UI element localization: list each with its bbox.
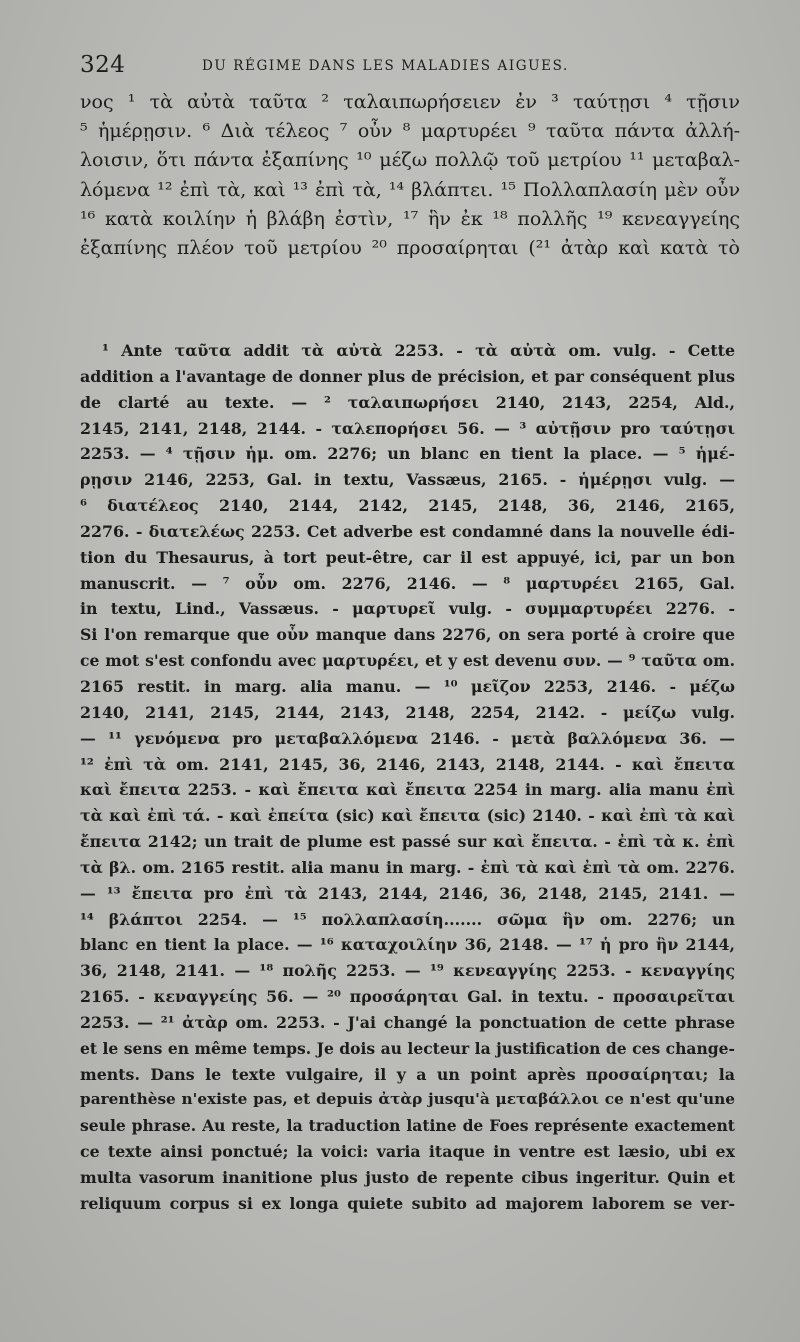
footnote-line: tion du Thesaurus, à tort peut-être, car il est appuyé, ici, par un bon [80,547,735,567]
footnote-line: reliquum corpus si ex longa quiete subito ad majorem laborem se ver- [80,1193,735,1213]
text-line: ἐξαπίνης πλέον τοῦ μετρίου ²⁰ προσαίρηται (²¹ ἀτὰρ καὶ κατὰ τὸ [80,236,740,259]
footnote-line: ρῃσιν 2146, 2253, Gal. in textu, Vassæus, 2165. - ἡμέρῃσι vulg. — [80,470,735,490]
footnotes [80,338,735,1217]
footnote-line: τὰ βλ. om. 2165 restit. alia manu in marg. - ἐπὶ τὰ καὶ ἐπὶ τὰ om. 2276. [80,857,735,877]
footnote-line: multa vasorum inanitione plus justo de repente cibus ingeritur. Quin et [80,1168,735,1187]
footnote-line: parenthèse n'existe pas, et depuis ἀτὰρ jusqu'à μεταβάλλοι ce n'est qu'une [80,1090,735,1109]
footnote-line: ce texte ainsi ponctué; la voici: varia itaque in ventre est læsio, ubi ex [80,1142,735,1162]
page-number: 324 [80,52,126,78]
text-line: λόμενα ¹² ἐπὶ τὰ, καὶ ¹³ ἐπὶ τὰ, ¹⁴ βλάπτει. ¹⁵ Πολλαπλασίη μὲν οὖν [80,178,740,201]
footnote-line: 36, 2148, 2141. — ¹⁸ πολῆς 2253. — ¹⁹ κενεαγγίης 2253. - κεναγγίης [80,961,735,981]
footnote-line: ⁶ διατέλεος 2140, 2144, 2142, 2145, 2148, 36, 2146, 2165, [80,496,735,516]
footnote-line: 2276. - διατελέως 2253. Cet adverbe est condamné dans la nouvelle édi- [80,521,735,541]
footnote-line: Si l'on remarque que οὖν manque dans 2276, on sera porté à croire que [80,625,735,645]
footnote-line: καὶ ἔπειτα 2253. - καὶ ἔπειτα καὶ ἔπειτα 2254 in marg. alia manu ἐπὶ [80,780,735,800]
footnote-line: 2253. — ²¹ ἀτὰρ om. 2253. - J'ai changé la ponctuation de cette phrase [80,1012,735,1032]
text-line: νος ¹ τὰ αὐτὰ ταῦτα ² ταλαιπωρήσειεν ἐν ³ ταύτῃσι ⁴ τῇσιν [80,91,740,113]
footnote-line: ἔπειτα 2142; un trait de plume est passé sur καὶ ἔπειτα. - ἐπὶ τὰ κ. ἐπὶ [80,832,735,852]
footnote-line: ¹² ἐπὶ τὰ om. 2141, 2145, 36, 2146, 2143, 2148, 2144. - καὶ ἔπειτα [80,754,735,774]
running-head: DU RÉGIME DANS LES MALADIES AIGUES. [202,58,569,74]
footnote-line: ¹⁴ βλάπτοι 2254. — ¹⁵ πολλαπλασίη....... σῶμα ἣν om. 2276; un [80,909,735,929]
footnote-line: manuscrit. — ⁷ οὖν om. 2276, 2146. — ⁸ μαρτυρέει 2165, Gal. [80,573,735,593]
footnote-line: seule phrase. Au reste, la traduction latine de Foes représente exactement [80,1116,735,1136]
footnote-line: — ¹³ ἔπειτα pro ἐπὶ τὰ 2143, 2144, 2146, 36, 2148, 2145, 2141. — [80,883,735,903]
page-header [80,52,740,82]
footnote-line: 2165. - κεναγγείης 56. — ²⁰ προσάρηται Gal. in textu. - προσαιρεῖται [80,987,735,1007]
footnote-line: ments. Dans le texte vulgaire, il y a un point après προσαίρηται; la [80,1064,735,1084]
footnote-line: blanc en tient la place. — ¹⁶ καταχοιλίην 36, 2148. — ¹⁷ ἡ pro ἣν 2144, [80,935,735,955]
footnote-line: 2165 restit. in marg. alia manu. — ¹⁰ μεῖζον 2253, 2146. - μέζω [80,676,735,696]
footnote-line: in textu, Lind., Vassæus. - μαρτυρεῖ vulg. - συμμαρτυρέει 2276. - [80,599,735,619]
footnote-line: τὰ καὶ ἐπὶ τά. - καὶ ἐπείτα (sic) καὶ ἔπειτα (sic) 2140. - καὶ ἐπὶ τὰ καὶ [80,806,735,826]
footnote-line: 2140, 2141, 2145, 2144, 2143, 2148, 2254, 2142. - μείζω vulg. [80,702,735,722]
text-line: ⁵ ἡμέρῃσιν. ⁶ Διὰ τέλεος ⁷ οὖν ⁸ μαρτυρέει ⁹ ταῦτα πάντα ἀλλή- [80,120,740,143]
footnote-line: et le sens en même temps. Je dois au lecteur la justification de ces change- [80,1038,735,1058]
footnote-line: — ¹¹ γενόμενα pro μεταβαλλόμενα 2146. - μετὰ βαλλόμενα 36. — [80,728,735,748]
greek-main-text [80,88,740,263]
footnote-line: ce mot s'est confondu avec μαρτυρέει, et y est devenu συν. — ⁹ ταῦτα om. [80,651,735,671]
text-line: ¹⁶ κατὰ κοιλίην ἡ βλάβη ἐστὶν, ¹⁷ ἣν ἐκ ¹⁸ πολλῆς ¹⁹ κενεαγγείης [80,207,740,230]
footnote-line: ¹ Ante ταῦτα addit τὰ αὐτὰ 2253. - τὰ αὐτὰ om. vulg. - Cette [102,341,735,360]
footnote-line: 2253. — ⁴ τῇσιν ἡμ. om. 2276; un blanc en tient la place. — ⁵ ἡμέ- [80,444,735,464]
footnote-line: de clarté au texte. — ² ταλαιπωρήσει 2140, 2143, 2254, Ald., [80,392,735,412]
text-line: λοισιν, ὅτι πάντα ἐξαπίνης ¹⁰ μέζω πολλῷ τοῦ μετρίου ¹¹ μεταβαλ- [80,149,740,172]
footnote-line: 2145, 2141, 2148, 2144. - ταλεπορήσει 56. — ³ αὐτῇσιν pro ταύτῃσι [80,418,735,438]
footnote-line: addition a l'avantage de donner plus de précision, et par conséquent plus [80,366,735,386]
